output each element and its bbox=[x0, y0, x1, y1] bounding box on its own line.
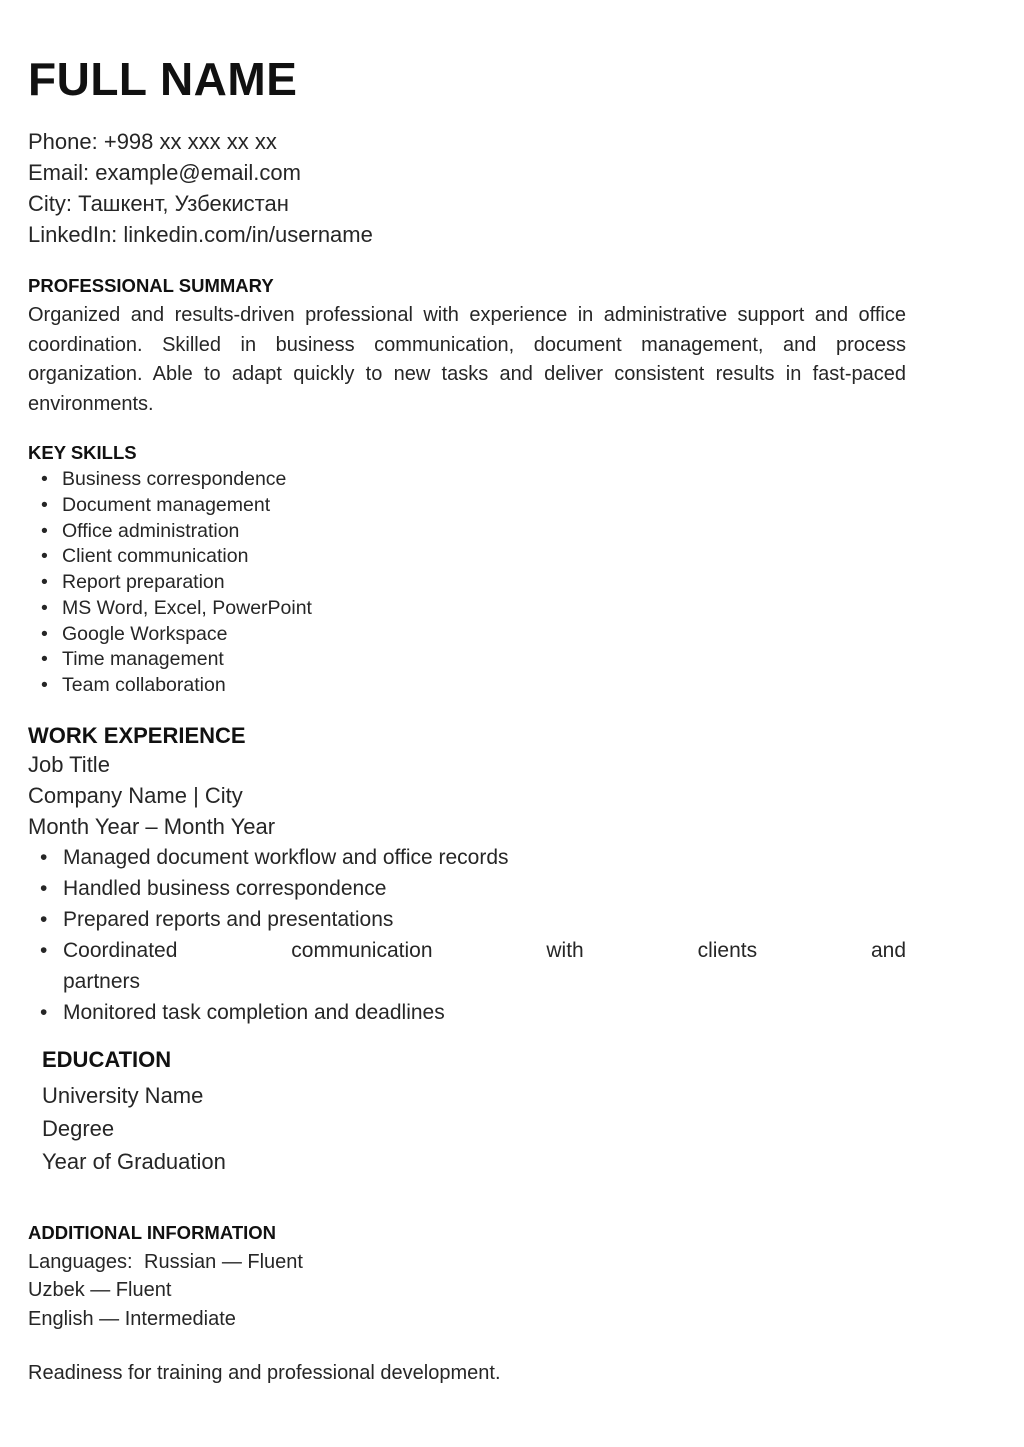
education-heading: EDUCATION bbox=[42, 1046, 172, 1072]
language-value: Russian — Fluent bbox=[144, 1250, 303, 1273]
section-work-experience bbox=[28, 723, 906, 1028]
contact-phone: Phone: +998 xx xxx xx xx bbox=[28, 129, 277, 154]
work-bullet-line: Coordinated communication with clients and bbox=[63, 938, 906, 962]
skill-item: • Document management bbox=[28, 493, 906, 519]
skill-item: • Client communication bbox=[28, 544, 906, 570]
skill-item: • Report preparation bbox=[28, 570, 906, 596]
language-line: Uzbek — Fluent bbox=[28, 1279, 172, 1302]
work-bullet-item: • Monitored task completion and deadlines bbox=[28, 997, 906, 1028]
professional-summary-text: Organized and results-driven professional with experience in administrative support and office coordination. Skilled in business communication, document management, and process organization. Able to adapt quickly to new tasks and deliver consistent results in fast-paced environments. bbox=[28, 304, 906, 415]
work-experience-intro bbox=[28, 749, 906, 842]
additional-information-heading: ADDITIONAL INFORMATION bbox=[28, 1221, 277, 1243]
full-name-title: FULL NAME bbox=[28, 53, 298, 105]
skill-item: • MS Word, Excel, PowerPoint bbox=[28, 596, 906, 622]
dates-line: Month Year – Month Year bbox=[28, 813, 276, 839]
professional-summary-heading: PROFESSIONAL SUMMARY bbox=[28, 275, 274, 296]
contact-block bbox=[28, 126, 906, 250]
degree: Degree bbox=[42, 1115, 115, 1141]
contact-email: Email: example@email.com bbox=[28, 160, 301, 185]
section-additional-information bbox=[28, 1222, 906, 1388]
work-bullet-item: • Prepared reports and presentations bbox=[28, 904, 906, 935]
university-name: University Name bbox=[42, 1082, 204, 1108]
section-key-skills bbox=[28, 442, 906, 698]
company-line: Company Name | City bbox=[28, 782, 243, 808]
languages-block bbox=[28, 1248, 906, 1334]
job-title: Job Title bbox=[28, 751, 110, 777]
skill-item: • Team collaboration bbox=[28, 673, 906, 699]
key-skills-list bbox=[28, 467, 906, 698]
contact-city: City: Ташкент, Узбекистан bbox=[28, 191, 289, 216]
skill-item: • Office administration bbox=[28, 519, 906, 545]
section-education bbox=[28, 1047, 906, 1178]
language-line bbox=[28, 1248, 906, 1277]
skill-item: • Google Workspace bbox=[28, 622, 906, 648]
key-skills-heading: KEY SKILLS bbox=[28, 442, 137, 464]
languages-label: Languages: bbox=[28, 1250, 133, 1273]
graduation-year: Year of Graduation bbox=[42, 1148, 226, 1174]
work-bullets-list bbox=[28, 842, 906, 1028]
work-experience-heading: WORK EXPERIENCE bbox=[28, 722, 246, 748]
work-bullet-item: • Managed document workflow and office records bbox=[28, 842, 906, 873]
work-bullet-item: • Handled business correspondence bbox=[28, 873, 906, 904]
skill-item: • Business correspondence bbox=[28, 467, 906, 493]
language-line: English — Intermediate bbox=[28, 1307, 236, 1330]
work-bullet-line: partners bbox=[63, 969, 141, 993]
contact-linkedin: LinkedIn: linkedin.com/in/username bbox=[28, 222, 373, 247]
readiness-text: Readiness for training and professional development. bbox=[28, 1362, 501, 1385]
skill-item: • Time management bbox=[28, 647, 906, 673]
work-bullet-item bbox=[28, 935, 906, 997]
education-details bbox=[42, 1079, 906, 1178]
section-professional-summary bbox=[28, 275, 906, 419]
